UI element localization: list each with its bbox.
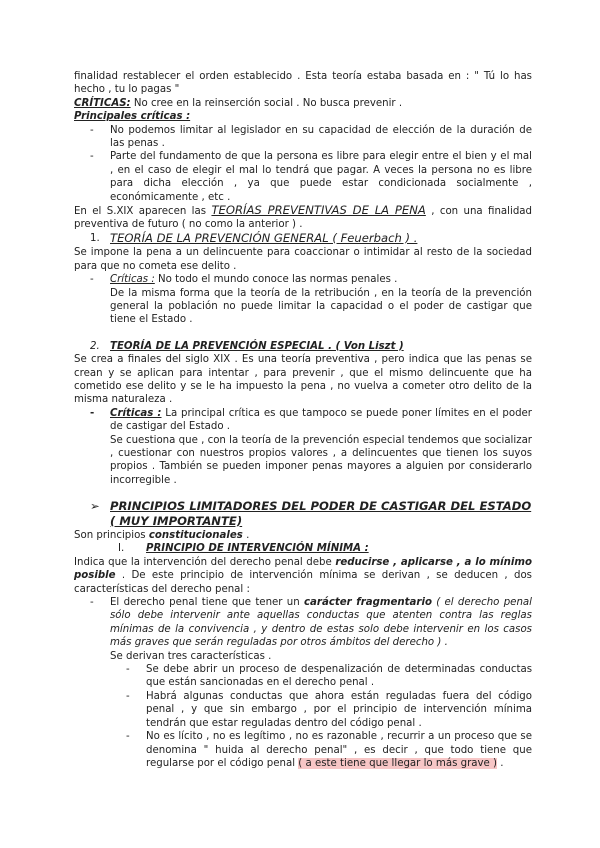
- principales-criticas-heading: Principales críticas :: [74, 111, 191, 123]
- especial-critica-more: Se cuestiona que , con la teoría de la prevención especial tendemos que socializar , cuestionar con nuestros propios valores , a delincuentes que tienen los suyos propios . También se pueden imponer penas mayores a alguien por considerarlo incorregible .: [110, 434, 532, 486]
- dash-marker: -: [90, 407, 95, 419]
- minima-heading: PRINCIPIO DE INTERVENCIÓN MÍNIMA :: [146, 543, 369, 555]
- section-heading-general: 1. TEORÍA DE LA PREVENCIÓN GENERAL ( Feuerbach ) .: [90, 230, 418, 245]
- tres-caracteristicas: Se derivan tres características .: [110, 650, 272, 662]
- list-item: - No es lícito , no es legítimo , no es razonable , recurrir a un proceso que se denomina " huida al derecho penal" , es decir , que todo tiene que regularse por el código penal ( a este tiene que llegar lo más grave ) .: [126, 731, 532, 769]
- dash-marker: -: [126, 664, 130, 676]
- highlighted-text: ( a este tiene que llegar lo más grave ): [298, 757, 498, 769]
- criticas-line: [74, 97, 532, 110]
- arrow-icon: ➢: [90, 499, 100, 514]
- general-heading: TEORÍA DE LA PREVENCIÓN GENERAL ( Feuerbach ) .: [110, 230, 418, 245]
- general-critica-more: De la misma forma que la teoría de la retribución , en la teoría de la prevención general la población no puede limitar la capacidad o el poder de castigar que tiene el Estado .: [110, 287, 532, 326]
- dash-marker: -: [126, 731, 130, 743]
- especial-heading: TEORÍA DE LA PREVENCIÓN ESPECIAL . ( Von Liszt ): [110, 340, 404, 352]
- criticas-text: No cree en la reinserción social . No busca prevenir .: [130, 97, 403, 109]
- dash-marker: -: [90, 597, 94, 609]
- list-item: - Parte del fundamento de que la persona es libre para elegir entre el bien y el mal , en el caso de elegir el mal lo tendrá que pagar. A veces la persona no es libre para dicha elección , ya que puede estar condicionada socialmente , económicamente , etc .: [90, 151, 532, 203]
- list-item: - No podemos limitar al legislador en su capacidad de elección de la duración de las penas .: [90, 124, 532, 150]
- list-item: - El derecho penal tiene que tener un carácter fragmentario ( el derecho penal sólo debe intervenir ante aquellas conductas que atenten contra las reglas mínimas de la convivencia , y dentro de estas solo debe intervenir en los casos más graves que serán reguladas por otros ámbitos del derecho ) .: [90, 597, 532, 649]
- dash-marker: -: [90, 151, 94, 163]
- criticas-general-label: Críticas :: [110, 274, 155, 286]
- section-heading-minima: I. PRINCIPIO DE INTERVENCIÓN MÍNIMA :: [118, 543, 369, 555]
- caracter-fragmentario-term: carácter fragmentario: [304, 597, 432, 609]
- dash-marker: -: [90, 124, 94, 136]
- list-item: - Se debe abrir un proceso de despenalización de determinadas conductas que están sancionadas en el derecho penal .: [126, 664, 532, 689]
- constitucionales-line: Son principios constitucionales .: [74, 530, 250, 541]
- minima-paragraph: Indica que la intervención del derecho penal debe reducirse , aplicarse , a lo mínimo posible . De este principio de intervención mínima se derivan , se deducen , dos características del derecho penal :: [74, 556, 533, 595]
- dash-marker: -: [126, 690, 130, 702]
- principios-heading: PRINCIPIOS LIMITADORES DEL PODER DE CASTIGAR DEL ESTADO ( MUY IMPORTANTE): [110, 499, 532, 528]
- especial-paragraph: Se crea a finales del siglo XIX . Es una teoría preventiva , pero indica que las penas se crean y se aplican para intentar , para prevenir , que el mismo delincuente que ha cometido ese delito y se le ha impuesto la pena , no vuelva a cometer otro delito de la misma naturaleza .: [74, 354, 532, 406]
- document-page: [74, 70, 532, 770]
- sxix-paragraph: En el S.XIX aparecen las TEORÍAS PREVENTIVAS DE LA PENA , con una finalidad preventiva de futuro ( no como la anterior ) .: [74, 203, 533, 231]
- list-item: - Críticas : No todo el mundo conoce las normas penales .: [90, 274, 398, 286]
- list-item: - Críticas : La principal crítica es que tampoco se puede poner límites en el poder de castigar del Estado .: [90, 407, 532, 433]
- criticas-especial-label: Críticas :: [110, 407, 162, 419]
- dash-marker: -: [90, 274, 94, 286]
- principios-heading-row: [74, 500, 532, 529]
- list-item: - Habrá algunas conductas que ahora están reguladas fuera del código penal , y que sin embargo , por el principio de intervención mínima tendrán que estar reguladas dentro del código penal .: [126, 690, 532, 729]
- intro-paragraph: finalidad restablecer el orden establecido . Esta teoría estaba basada en : " Tú lo has hecho , tu lo pagas ": [74, 71, 532, 96]
- criticas-label: CRÍTICAS:: [74, 97, 131, 109]
- teorias-preventivas-term: TEORÍAS PREVENTIVAS DE LA PENA: [211, 203, 426, 218]
- general-paragraph: Se impone la pena a un delincuente para coaccionar o intimidar al resto de la sociedad para que no cometa ese delito .: [74, 247, 532, 272]
- section-heading-especial: 2. TEORÍA DE LA PREVENCIÓN ESPECIAL . ( Von Liszt ): [90, 340, 404, 352]
